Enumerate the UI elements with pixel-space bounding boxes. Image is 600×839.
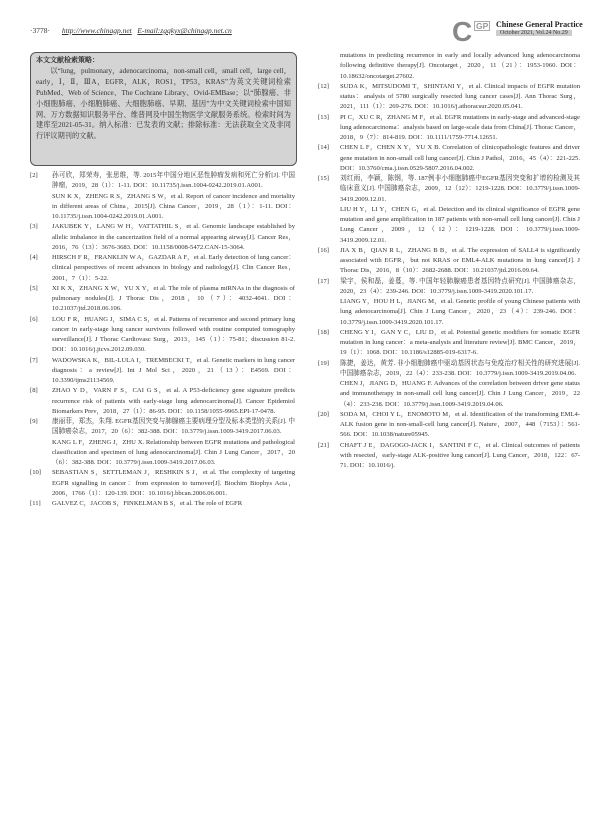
- reference-item: [318, 277, 580, 298]
- reference-item: [30, 222, 295, 253]
- reference-text: 康丽菲，郑杰，朱翔. EGFR基因突变与肺腺癌主要病理分型及标本类型的关系[J]. 中国肺癌杂志，2017，20（6）：382-388. DOI：10.3779/j.issn.1009-3419.2017.06.03.: [52, 418, 295, 436]
- reference-text: XI K X，ZHANG X W，YU X Y，et al. The role of plasma miRNAs in the diagnosis of pulmonary nodules[J]. J Thorac Dis，2018，10（7）：4032-4041. DOI：10.21037/jtd.2018.06.106.: [52, 284, 295, 313]
- reference-item: [30, 468, 295, 499]
- reference-text: SEBASTIAN S，SETTLEMAN J，RESHKIN S J，et al. The complexity of targeting EGFR signalling in cancer：from expression to turnover[J]. Biochim Biophys Acta，2006，1766（1）：120-139. DOI：10.1016/j.bbcan.2006.06.001.: [52, 469, 295, 497]
- reference-text: LOU F R，HUANG J，SIMA C S，et al. Patterns of recurrence and second primary lung cancer in early-stage lung cancer survivors followed with routine computed tomography surveillance[J]. J Thorac Cardiovasc Surg，2013，145（1）：75-81；discussion 81-2. DOI：10.1016/j.jtcvs.2012.09.030.: [52, 315, 295, 354]
- reference-item: [30, 356, 295, 387]
- reference-item: [318, 174, 580, 205]
- journal-issue: October 2021, Vol.24 No.29: [496, 30, 572, 36]
- reference-number: [5]: [30, 284, 38, 292]
- reference-number: [19]: [318, 359, 329, 367]
- reference-number: [15]: [318, 175, 329, 182]
- reference-text: mutations in predicting recurrence in early and locally advanced lung adenocarcinoma following definitive therapy[J]. Oncotarget，2020，11（21）：1953-1960. DOI：10.18632/oncotarget.27602.: [340, 52, 580, 80]
- reference-number: [6]: [30, 315, 38, 323]
- reference-list-left: [30, 171, 295, 509]
- reference-text: CHEN L F，CHEN X Y，YU X B. Correlation of clinicopathologic features and driver gene mutation in non-small cell lung cancer[J]. Chin J Pathol，2016，45（4）：221-225. DOI：10.3760/cma.j.issn.0529-5807.2016.04.002.: [340, 144, 580, 172]
- reference-number: [20]: [318, 410, 329, 418]
- page-number: ·3778·: [30, 26, 50, 35]
- reference-english-translation: CHEN J，JIANG D，HUANG F. Advances of the correlation between driver gene status and immunotherapy in non-small cell lung cancer[J]. Chin J Lung Cancer，2019，22（4）：233-238. DOI：10.3779/j.issn.1009-3419.2019.04.06.: [340, 380, 580, 408]
- reference-number: [18]: [318, 328, 329, 336]
- reference-text: 梁宇，侯和磊，姜蔓，等. 中国年轻肺腺癌患者基因特点研究[J]. 中国肺癌杂志，2020，23（4）：239-246. DOI：10.3779/j.issn.1009-3419.2020.101.17.: [340, 277, 580, 295]
- journal-name: Chinese General Practice: [496, 20, 583, 29]
- reference-item: [318, 328, 580, 359]
- reference-number: [10]: [30, 469, 41, 477]
- journal-logo: [452, 16, 583, 47]
- reference-text: JAKUBEK Y，LANG W H，VATTATHIL S，et al. Genomic landscape established by allelic imbalance in the cancerization field of a normal appearing airway[J]. Cancer Res，2016，76（13）：3676-3683. DOI：10.1158/0008-5472.CAN-15-3064.: [52, 223, 295, 251]
- reference-number: [11]: [30, 500, 41, 507]
- reference-text: GALVEZ C，JACOB S，FINKELMAN B S，et al. The role of EGFR: [52, 500, 243, 507]
- reference-item: [318, 113, 580, 144]
- reference-item: [30, 284, 295, 315]
- reference-text: PI C，XU C R，ZHANG M F，et al. EGFR mutations in early-stage and advanced-stage lung adenocarcinoma：analysis based on large-scale data from China[J]. Thorac Cancer，2018，9（7）：814-819. DOI：10.1111/1759-7714.12651.: [340, 113, 580, 141]
- reference-english-translation: LIANG Y，HOU H L，JIANG M，et al. Genetic profile of young Chinese patients with lung adenocarcinoma[J]. Chin J Lung Cancer，2020，23（4）：239-246. DOI：10.3779/j.issn.1009-3419.2020.101.17.: [340, 298, 580, 326]
- reference-item: [318, 441, 580, 472]
- reference-number: [7]: [30, 356, 38, 364]
- reference-number: [14]: [318, 144, 329, 152]
- reference-item: [30, 253, 295, 284]
- reference-number: [12]: [318, 82, 329, 90]
- reference-text: 孙可欣，郑荣寿，张思维，等. 2015年中国分地区恶性肿瘤发病和死亡分析[J]. 中国肿瘤，2019，28（1）：1-11. DOI：10.11735/j.issn.1004-0242.2019.01.A001.: [52, 172, 295, 190]
- reference-item: [30, 386, 295, 417]
- reference-item: [318, 410, 580, 441]
- reference-item: [30, 417, 295, 438]
- reference-number: [2]: [30, 172, 38, 179]
- reference-item: [30, 499, 295, 509]
- reference-text: CHAFT J E，DAGOGO-JACK I，SANTINI F C，et al. Clinical outcomes of patients with resected，early-stage ALK-positive lung cancer[J]. Lung Cancer，2018，122：67-71. DOI：10.1016/j.: [340, 441, 580, 469]
- reference-text: CHENG Y I，GAN Y C，LIU D，et al. Potential genetic modifiers for somatic EGFR mutation in lung cancer：a meta-analysis and literature review[J]. BMC Cancer，2019，19（1）：1068. DOI：10.1186/s12885-019-6317-6.: [340, 328, 580, 357]
- reference-number: [9]: [30, 418, 38, 425]
- reference-text: JIA X B，QIAN R L，ZHANG B B，et al. The expression of SALL4 is significantly associated with EGFR，but not KRAS or EML4-ALK mutations in lung cancer[J]. J Thorac Dis，2016，8（10）：2682-2688. DOI：10.21037/jtd.2016.09.64.: [340, 246, 580, 275]
- reference-text: WADOWSKA K，BIL-LULA I，TREMBECKI T，et al. Genetic markers in lung cancer diagnosis：a review[J]. Int J Mol Sci，2020，21（13）：E4569. DOI：10.3390/ijms21134569.: [52, 356, 295, 384]
- reference-number: [8]: [30, 387, 38, 395]
- reference-english-translation: KANG L F，ZHENG J，ZHU X. Relationship between EGFR mutations and pathological classification and specimen of lung adenocarcinoma[J]. Chin J Lung Cancer，2017，20（6）：382-388. DOI：10.3779/j.issn.1009-3419.2017.06.03.: [52, 438, 295, 466]
- reference-english-translation: SUN K X，ZHENG R S，ZHANG S W，et al. Report of cancer incidence and mortality in different areas of China，2015[J]. China Cancer，2019，28（1）：1-11. DOI：10.11735/j.issn.1004-0242.2019.01.A001.: [52, 192, 295, 220]
- reference-item: [318, 82, 580, 113]
- journal-url[interactable]: http://www.chinagp.net: [61, 26, 132, 35]
- reference-item: [30, 171, 295, 192]
- reference-item: [318, 246, 580, 277]
- search-strategy-title: 本文文献检索策略：: [36, 56, 99, 64]
- running-header: [30, 26, 232, 35]
- reference-number: [4]: [30, 254, 38, 261]
- reference-item: [318, 359, 580, 380]
- reference-number: [21]: [318, 441, 329, 449]
- reference-number: [3]: [30, 223, 38, 231]
- reference-list-right: [318, 51, 580, 471]
- reference-number: [16]: [318, 246, 329, 254]
- reference-text: HIRSCH F R，FRANKLIN W A，GAZDAR A F，et al. Early detection of lung cancer：clinical perspectives of recent advances in biology and radiology[J]. Clin Cancer Res，2001，7（1）：5-22.: [52, 254, 295, 282]
- reference-english-translation: LIU H Y，LI Y，CHEN G，et al. Detection and its clinical significance of EGFR gene mutation and gene amplification in 187 patients with non-small cell lung cancer[J]. Chin J Lung Cancer，2009，12（12）：1219-1228. DOI：10.3779/j.issn.1009-3419.2009.12.01.: [340, 205, 580, 244]
- reference-item: [318, 51, 580, 82]
- reference-text: 陈捷，姜达，黄芳. 非小细胞肺癌中驱动基因状态与免疫治疗相关性的研究进展[J]. 中国肺癌杂志，2019，22（4）：233-238. DOI：10.3779/j.issn.1009-3419.2019.04.06.: [340, 359, 580, 377]
- reference-item: [30, 315, 295, 356]
- reference-text: 刘红雨，李颖，陈钢，等. 187例非小细胞肺癌中EGFR基因突变和扩增的检测及其临床意义[J]. 中国肺癌杂志，2009，12（12）：1219-1228. DOI：10.3779/j.issn.1009-3419.2009.12.01.: [340, 175, 580, 203]
- logo-c-mark: C: [452, 16, 473, 47]
- search-strategy-box: [30, 52, 297, 166]
- reference-number: [17]: [318, 277, 329, 285]
- reference-text: SODA M，CHOI Y L，ENOMOTO M，et al. Identification of the transforming EML4-ALK fusion gene in non-small-cell lung cancer[J]. Nature，2007，448（7153）：561-566. DOI：10.1038/nature05945.: [340, 410, 580, 439]
- reference-text: ZHAO Y D，VARN F S，CAI G S，et al. A P53-deficiency gene signature predicts recurrence risk of patients with early-stage lung adenocarcinoma[J]. Cancer Epidemiol Biomarkers Prev，2018，27（1）：86-95. DOI：10.1158/1055-9965.EPI-17-0478.: [52, 387, 295, 415]
- reference-number: [13]: [318, 113, 329, 121]
- reference-item: [318, 143, 580, 174]
- journal-email[interactable]: E-mail:zgqkyx@chinagp.net.cn: [137, 26, 232, 35]
- logo-gp-mark: GP: [476, 21, 489, 31]
- reference-text: SUDA K，MITSUDOMI T，SHINTANI Y，et al. Clinical impacts of EGFR mutation status：analysis of 5780 surgically resected lung cancer cases[J]. Ann Thorac Surg，2021，111（1）：269-276. DOI：10.1016/j.athoracsur.2020.05.041.: [340, 82, 580, 111]
- search-strategy-text: 以“lung，pulmonary，adenocarcinoma，non-small cell，small cell，large cell，early，Ⅰ，Ⅱ，ⅢA，EGFR，ALK，ROS1，TP53，KRAS”为英文关键词检索PubMed、Web of Science、The Cochrane Library、Ovid-EMBase；以“肺腺癌、非小细胞肺癌、小细胞肺癌、大细胞肺癌、早期、基因”为中文关键词检索中国知网、万方数据知识服务平台、维普网及中国生物医学文献服务系统。检索时间为建库至2021-05-31。纳入标准：已发表的文献；排除标准：无法获取全文及非同行评议期刊的文献。: [36, 66, 291, 141]
